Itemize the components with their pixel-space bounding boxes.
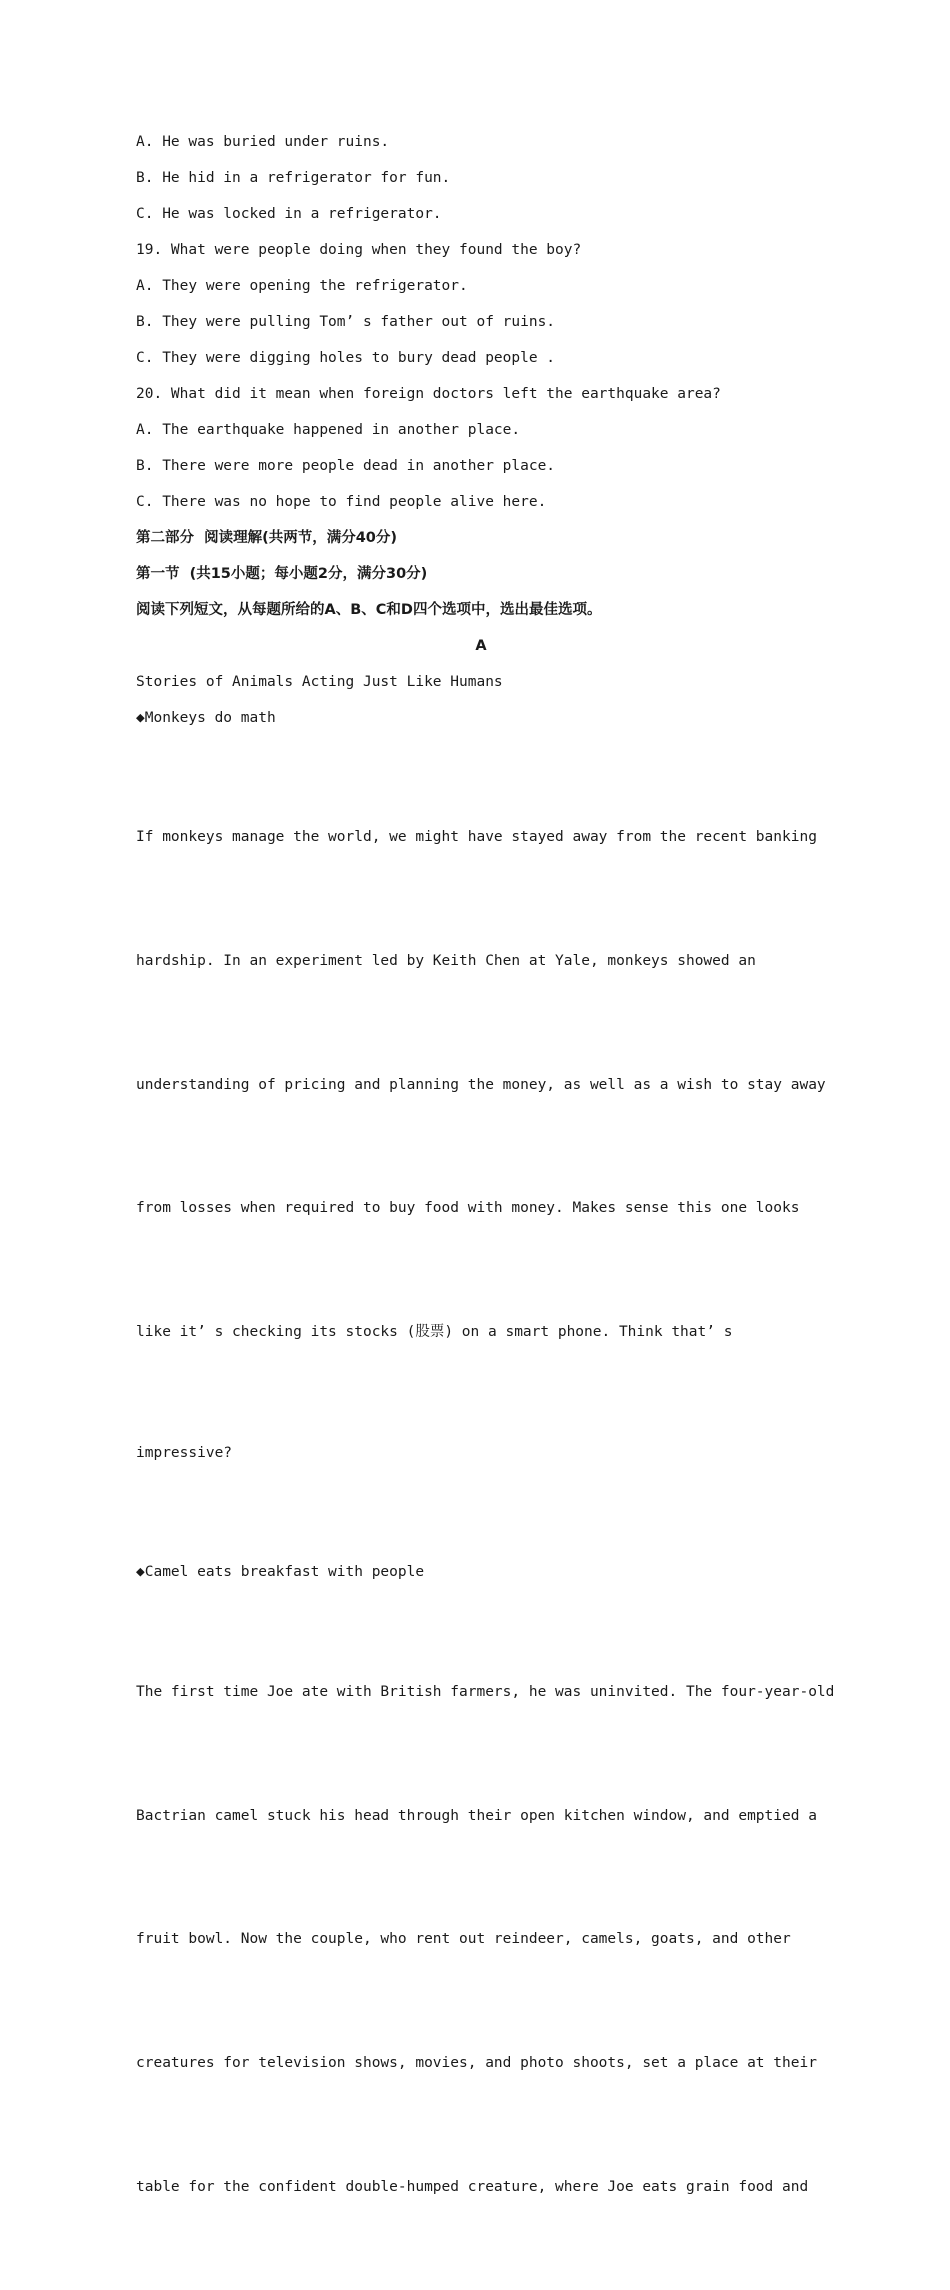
q18-option-a: A. He was buried under ruins.	[136, 134, 390, 150]
story2-line: Bactrian camel stuck his head through their open kitchen window, and emptied a	[136, 1807, 817, 1824]
q20-question: 20. What did it mean when foreign doctors left the earthquake area?	[136, 386, 721, 402]
q20-option-c: C. There was no hope to find people alive here.	[136, 494, 547, 510]
document-page	[136, 124, 835, 2290]
story1-line: impressive?	[136, 1445, 233, 1462]
passage-label: A	[475, 638, 487, 654]
story1-heading: ◆Monkeys do math	[136, 710, 276, 726]
story1-line: like it’ s checking its stocks (股票) on a smart phone. Think that’ s	[136, 1323, 733, 1340]
story2-heading: ◆Camel eats breakfast with people	[136, 1563, 425, 1580]
q19-question: 19. What were people doing when they found the boy?	[136, 242, 582, 258]
story2-line: table for the confident double-humped creature, where Joe eats grain food and	[136, 2178, 809, 2195]
q19-option-c: C. They were digging holes to bury dead people .	[136, 350, 556, 366]
q19-option-b: B. They were pulling Tom’ s father out of ruins.	[136, 314, 556, 330]
story2-line: creatures for television shows, movies, and photo shoots, set a place at their	[136, 2054, 817, 2071]
part-title: 第二部分 阅读理解(共两节，满分40分)	[136, 530, 398, 546]
story1-line: hardship. In an experiment led by Keith Chen at Yale, monkeys showed an	[136, 953, 756, 969]
story1-line: from losses when required to buy food with money. Makes sense this one looks	[136, 1200, 800, 1217]
q18-option-b: B. He hid in a refrigerator for fun.	[136, 170, 451, 186]
story2-line: fruit bowl. Now the couple, who rent out reindeer, camels, goats, and other	[136, 1931, 791, 1948]
instruction: 阅读下列短文，从每题所给的A、B、C和D四个选项中，选出最佳选项。	[136, 602, 602, 618]
passage-title: Stories of Animals Acting Just Like Humans	[136, 674, 503, 690]
story1-paragraph	[136, 735, 826, 1554]
q19-option-a: A. They were opening the refrigerator.	[136, 278, 468, 294]
subsection-title: 第一节 (共15小题；每小题2分，满分30分)	[136, 566, 428, 582]
q18-option-c: C. He was locked in a refrigerator.	[136, 206, 442, 222]
q20-option-a: A. The earthquake happened in another place.	[136, 422, 521, 438]
story2-line: The first time Joe ate with British farmers, he was uninvited. The four-year-old	[136, 1684, 835, 1701]
q20-option-b: B. There were more people dead in another place.	[136, 458, 556, 474]
story1-line: If monkeys manage the world, we might have stayed away from the recent banking	[136, 829, 817, 846]
story1-line: understanding of pricing and planning the money, as well as a wish to stay away	[136, 1076, 826, 1093]
story2-paragraph	[136, 1590, 835, 2290]
